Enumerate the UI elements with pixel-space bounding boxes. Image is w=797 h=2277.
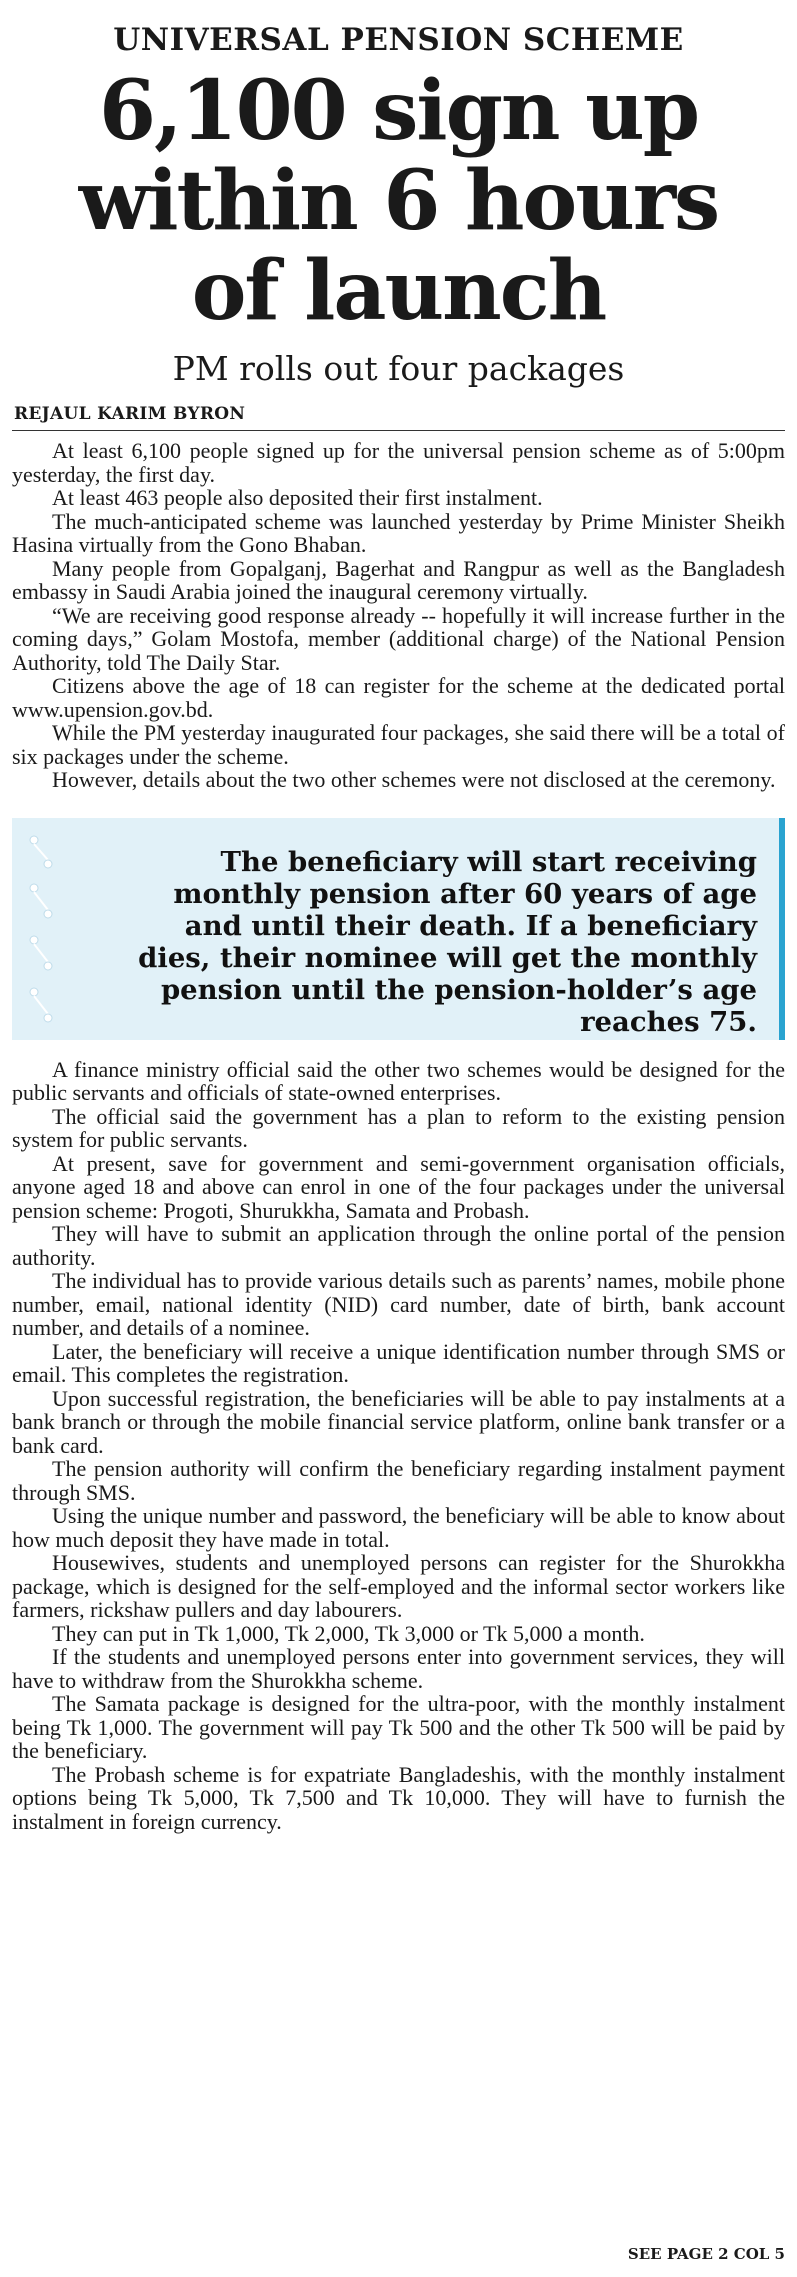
newspaper-page: [0, 22, 797, 2277]
paragraph: If the students and unemployed persons enter into government services, they will have to withdraw from the Shurokkha scheme.: [12, 1644, 785, 1693]
paragraph: They will have to submit an application through the online portal of the pension authority.: [12, 1221, 785, 1270]
paragraph: At present, save for government and semi-government organisation officials, anyone aged 18 and above can enrol in one of the four packages under the universal pension scheme: Progoti, Shurukkha, Samata and Probash.: [12, 1150, 785, 1223]
paragraph: A finance ministry official said the other two schemes would be designed for the public servants and officials of state-owned enterprises.: [12, 1056, 785, 1105]
byline-divider: [12, 430, 785, 431]
article-body-top: [12, 439, 785, 792]
paragraph: Many people from Gopalganj, Bagerhat and Rangpur as well as the Bangladesh embassy in Saudi Arabia joined the inaugural ceremony virtually.: [12, 555, 785, 604]
paragraph: The Samata package is designed for the ultra-poor, with the monthly instalment being Tk 1,000. The government will pay Tk 500 and the other Tk 500 will be paid by the beneficiary.: [12, 1691, 785, 1763]
dotted-ornament-icon: [26, 830, 56, 1030]
kicker: UNIVERSAL PENSION SCHEME: [113, 22, 684, 58]
paragraph: The much-anticipated scheme was launched yesterday by Prime Minister Sheikh Hasina virtually from the Gono Bhaban.: [12, 508, 785, 557]
pull-quote: [12, 818, 785, 1040]
article-body-bottom: [12, 1058, 785, 1834]
headline-line: 6,100 sign up: [98, 63, 699, 159]
continuation-reference: SEE PAGE 2 COL 5: [627, 2245, 785, 2263]
paragraph: Upon successful registration, the beneficiaries will be able to pay instalments at a bank branch or through the mobile financial service platform, online bank transfer or a bank card.: [12, 1385, 785, 1458]
paragraph: Using the unique number and password, the beneficiary will be able to know about how much deposit they have made in total.: [12, 1503, 785, 1552]
paragraph: “We are receiving good response already -- hopefully it will increase further in the coming days,” Golam Mostofa, member (additional charge) of the National Pension Authority, told The Daily Star.: [12, 602, 785, 675]
paragraph: The Probash scheme is for expatriate Bangladeshis, with the monthly instalment options being Tk 5,000, Tk 7,500 and Tk 10,000. They will have to furnish the instalment in foreign currency.: [12, 1761, 785, 1834]
paragraph: Later, the beneficiary will receive a unique identification number through SMS or email. This completes the registration.: [12, 1338, 785, 1387]
headline-line: within 6 hours: [78, 153, 719, 249]
paragraph: The individual has to provide various details such as parents’ names, mobile phone number, email, national identity (NID) card number, date of birth, bank account number, and details of a nominee.: [12, 1268, 785, 1340]
paragraph: While the PM yesterday inaugurated four packages, she said there will be a total of six packages under the scheme.: [12, 720, 785, 769]
paragraph: The official said the government has a plan to reform to the existing pension system for public servants.: [12, 1103, 785, 1152]
paragraph: At least 463 people also deposited their first instalment.: [52, 485, 543, 510]
headline-line: of launch: [191, 243, 606, 339]
paragraph: At least 6,100 people signed up for the universal pension scheme as of 5:00pm yesterday, the first day.: [12, 438, 785, 487]
paragraph: The pension authority will confirm the beneficiary regarding instalment payment through SMS.: [12, 1456, 785, 1505]
paragraph: They can put in Tk 1,000, Tk 2,000, Tk 3,000 or Tk 5,000 a month.: [52, 1620, 645, 1646]
headline: [12, 63, 785, 339]
paragraph: Citizens above the age of 18 can register for the scheme at the dedicated portal www.upension.gov.bd.: [12, 673, 785, 722]
paragraph: However, details about the two other schemes were not disclosed at the ceremony.: [52, 767, 776, 792]
deck: PM rolls out four packages: [172, 349, 625, 388]
paragraph: Housewives, students and unemployed persons can register for the Shurokkha package, which is designed for the self-employed and the informal sector workers like farmers, rickshaw pullers and day labourers.: [12, 1550, 785, 1622]
pull-quote-text: The beneficiary will start receiving monthly pension after 60 years of age and until their death. If a beneficiary dies, their nominee will get the monthly pension until the pension-holder’s age reaches 75.: [138, 845, 757, 1038]
byline: REJAUL KARIM BYRON: [14, 404, 246, 424]
